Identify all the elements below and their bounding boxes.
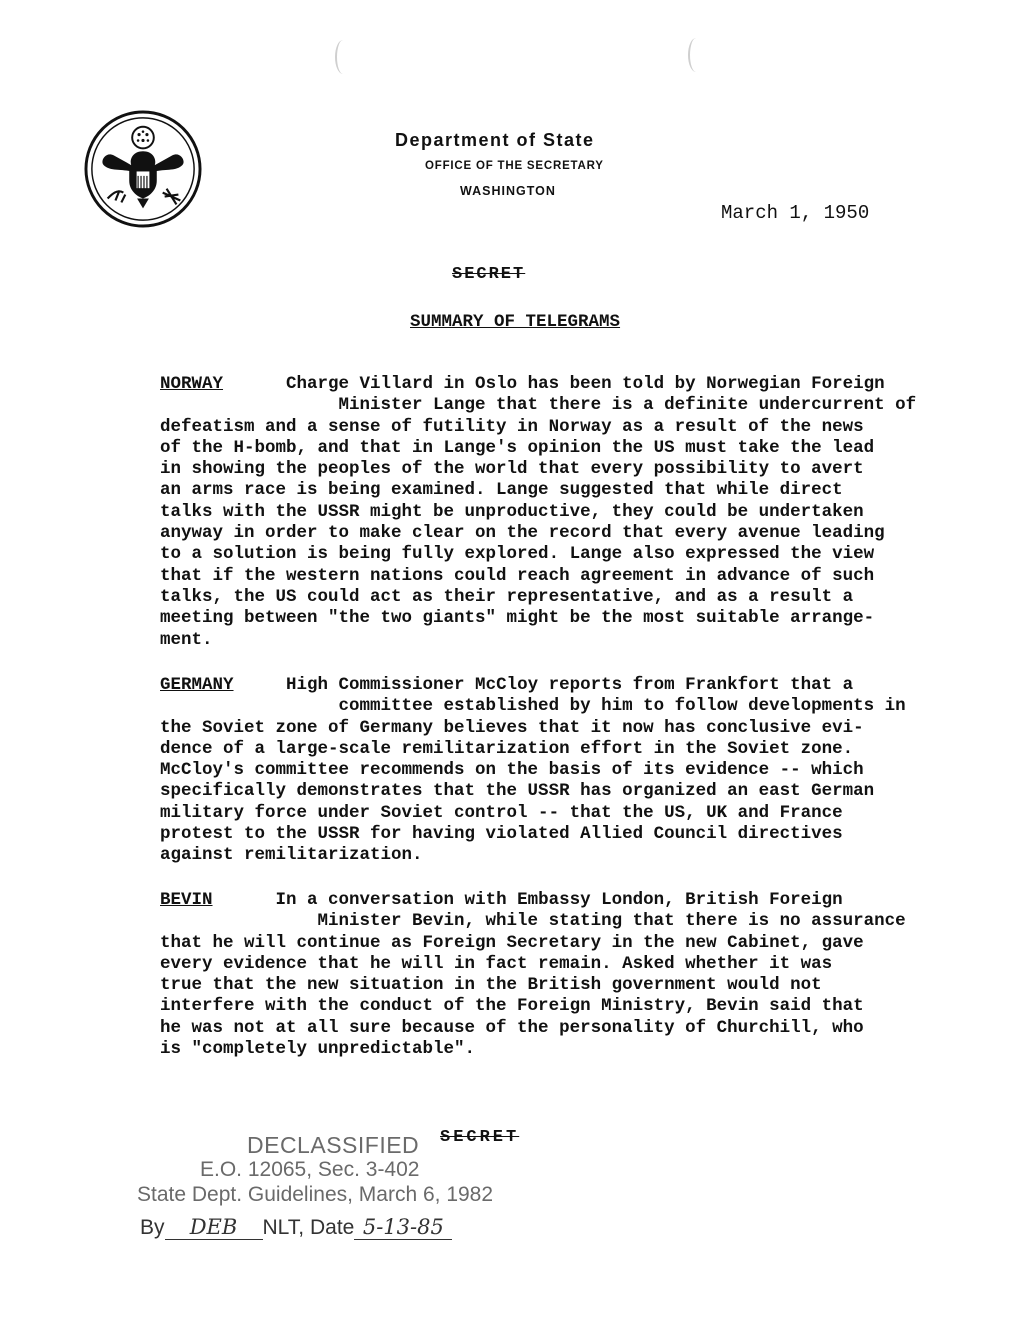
body-line: that if the western nations could reach agreement in advance of such [160, 565, 875, 586]
section-heading: BEVIN [160, 890, 213, 910]
punch-hole-mark [688, 38, 704, 72]
body-line: is "completely unpredictable". [160, 1039, 476, 1060]
great-seal-icon [84, 110, 202, 228]
document-title: SUMMARY OF TELEGRAMS [410, 312, 621, 332]
body-line: the Soviet zone of Germany believes that it now has conclusive evi- [160, 717, 864, 738]
body-line: talks, the US could act as their representative, and as a result a [160, 586, 854, 607]
by-initials: DEB [165, 1215, 263, 1240]
body-line: interfere with the conduct of the Foreign Ministry, Bevin said that [160, 996, 864, 1017]
section-heading: GERMANY [160, 675, 234, 695]
telegram-section-bevin [160, 890, 906, 1060]
section-first-line: In a conversation with Embassy London, British Foreign [275, 890, 843, 910]
body-line: talks with the USSR might be unproductive, they could be undertaken [160, 501, 864, 522]
body-line: he was not at all sure because of the personality of Churchill, who [160, 1017, 864, 1038]
department-name: Department of State [395, 130, 595, 150]
body-line: of the H-bomb, and that in Lange's opinion the US must take the lead [160, 437, 875, 458]
body-line: defeatism and a sense of futility in Norway as a result of the news [160, 416, 864, 437]
body-line: to a solution is being fully explored. Lange also expressed the view [160, 544, 875, 565]
telegram-section-germany [160, 675, 906, 867]
city-name: WASHINGTON [460, 184, 556, 198]
telegram-section-norway [160, 374, 917, 651]
document-date: March 1, 1950 [721, 202, 870, 224]
body-line: that he will continue as Foreign Secretary in the new Cabinet, gave [160, 932, 864, 953]
classification-marking-bottom: SECRET [440, 1128, 520, 1147]
body-line: anyway in order to make clear on the record that every avenue leading [160, 523, 885, 544]
body-line: protest to the USSR for having violated Allied Council directives [160, 824, 843, 845]
body-line: every evidence that he will in fact remain. Asked whether it was [160, 953, 833, 974]
declassified-stamp: DECLASSIFIED [247, 1132, 420, 1158]
body-line: Minister Lange that there is a definite undercurrent of [160, 395, 917, 416]
declassification-signoff [140, 1215, 452, 1240]
body-line: dence of a large-scale remilitarization effort in the Soviet zone. [160, 738, 854, 759]
office-name: OFFICE OF THE SECRETARY [425, 160, 604, 172]
section-heading: NORWAY [160, 374, 224, 394]
by-label: By [140, 1216, 165, 1239]
section-first-line: High Commissioner McCloy reports from Frankfort that a [286, 675, 854, 695]
punch-hole-mark [335, 40, 351, 74]
classification-marking-top: SECRET [452, 265, 526, 284]
body-line: in showing the peoples of the world that every possibility to avert [160, 459, 864, 480]
body-line: specifically demonstrates that the USSR has organized an east German [160, 781, 875, 802]
body-line: committee established by him to follow developments in [160, 696, 906, 717]
body-line: ment. [160, 629, 213, 650]
nlt-date-label: NLT, Date [262, 1216, 355, 1239]
body-line: military force under Soviet control -- that the US, UK and France [160, 802, 843, 823]
body-line: an arms race is being examined. Lange suggested that while direct [160, 480, 843, 501]
declassification-guidelines: State Dept. Guidelines, March 6, 1982 [137, 1183, 494, 1206]
body-line: Minister Bevin, while stating that there is no assurance [160, 911, 906, 932]
section-first-line: Charge Villard in Oslo has been told by Norwegian Foreign [286, 374, 885, 394]
body-line: against remilitarization. [160, 845, 423, 866]
declassification-date: 5-13-85 [354, 1215, 452, 1240]
body-line: meeting between "the two giants" might be the most suitable arrange- [160, 608, 875, 629]
declassification-authority: E.O. 12065, Sec. 3-402 [200, 1158, 420, 1181]
body-line: true that the new situation in the British government would not [160, 975, 822, 996]
body-line: McCloy's committee recommends on the basis of its evidence -- which [160, 760, 864, 781]
